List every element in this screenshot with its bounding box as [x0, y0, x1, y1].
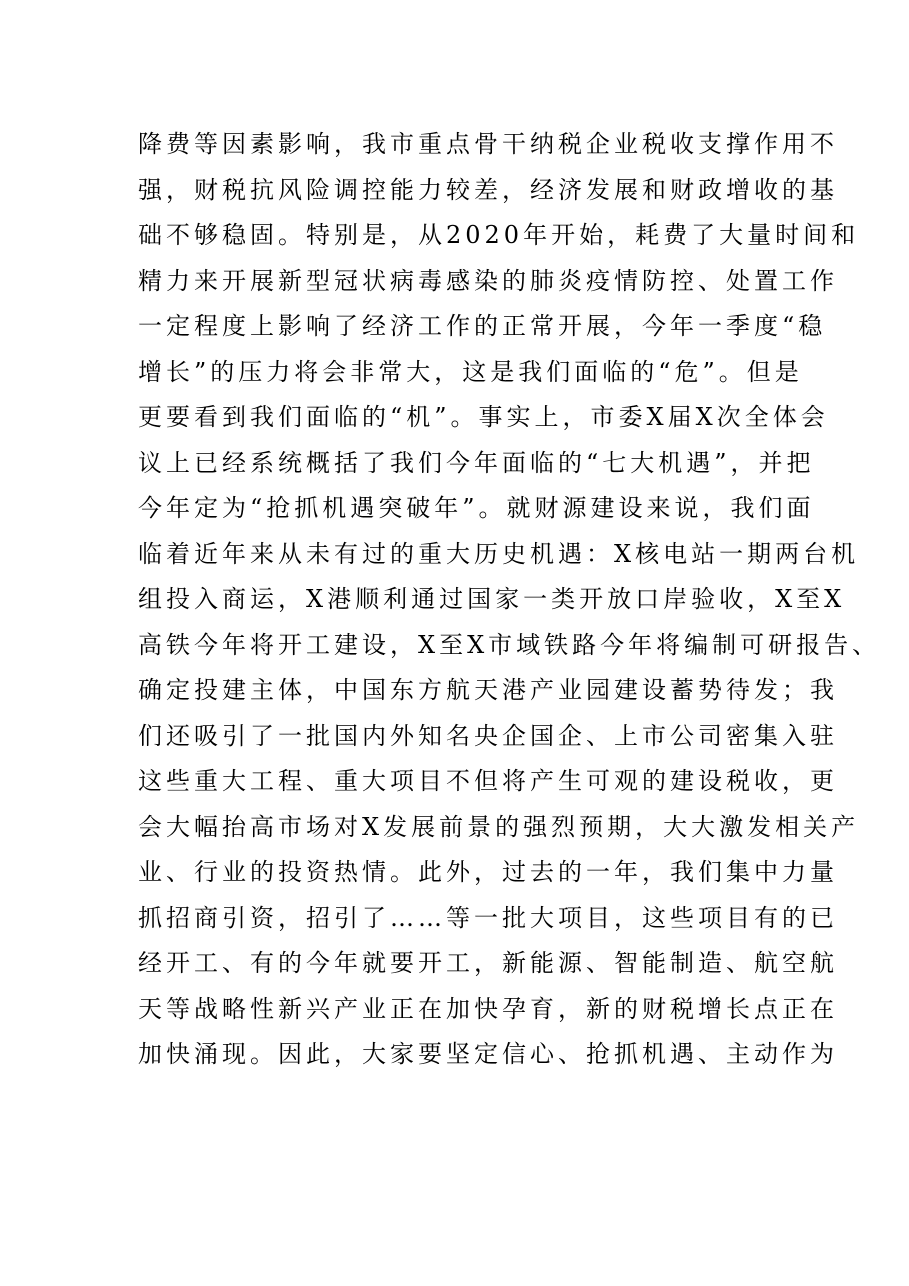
- text-line: 强，财税抗风险调控能力较差，经济发展和财政增收的基: [138, 175, 838, 204]
- text-line: 降费等因素影响，我市重点骨干纳税企业税收支撑作用不: [138, 130, 838, 158]
- text-line: 会大幅抬高市场对X发展前景的强烈预期，大大激发相关产: [138, 812, 860, 841]
- text-line: 确定投建主体，中国东方航天港产业园建设蓄势待发；我: [138, 676, 838, 704]
- text-line: 天等战略性新兴产业正在加快孕育，新的财税增长点正在: [138, 994, 838, 1023]
- text-line: 议上已经系统概括了我们今年面临的“七大机遇”，并把: [138, 448, 815, 477]
- text-line: 加快涌现。因此，大家要坚定信心、抢抓机遇、主动作为: [138, 1040, 838, 1068]
- text-line: 组投入商运，X港顺利通过国家一类开放口岸验收，X至X: [138, 585, 846, 613]
- text-line: 础不够稳固。特别是，从2020年开始，耗费了大量时间和: [138, 221, 860, 249]
- text-line: 更要看到我们面临的“机”。事实上，市委X届X次全体会: [138, 403, 829, 431]
- text-line: 这些重大工程、重大项目不但将产生可观的建设税收，更: [138, 767, 838, 795]
- text-line: 高铁今年将开工建设，X至X市域铁路今年将编制可研报告、: [138, 630, 881, 659]
- body-text: [138, 122, 881, 1078]
- text-line: 增长”的压力将会非常大，这是我们面临的“危”。但是: [138, 357, 803, 386]
- text-line: 们还吸引了一批国内外知名央企国企、上市公司密集入驻: [138, 721, 838, 750]
- text-line: 精力来开展新型冠状病毒感染的肺炎疫情防控、处置工作: [138, 266, 838, 295]
- text-line: 抓招商引资，招引了……等一批大项目，这些项目有的已: [138, 903, 838, 932]
- text-line: 经开工、有的今年就要开工，新能源、智能制造、航空航: [138, 949, 838, 977]
- text-line: 临着近年来从未有过的重大历史机遇：X核电站一期两台机: [138, 539, 860, 568]
- text-line: 一定程度上影响了经济工作的正常开展，今年一季度“稳: [138, 312, 827, 340]
- text-line: 今年定为“抢抓机遇突破年”。就财源建设来说，我们面: [138, 494, 815, 522]
- text-line: 业、行业的投资热情。此外，过去的一年，我们集中力量: [138, 858, 838, 886]
